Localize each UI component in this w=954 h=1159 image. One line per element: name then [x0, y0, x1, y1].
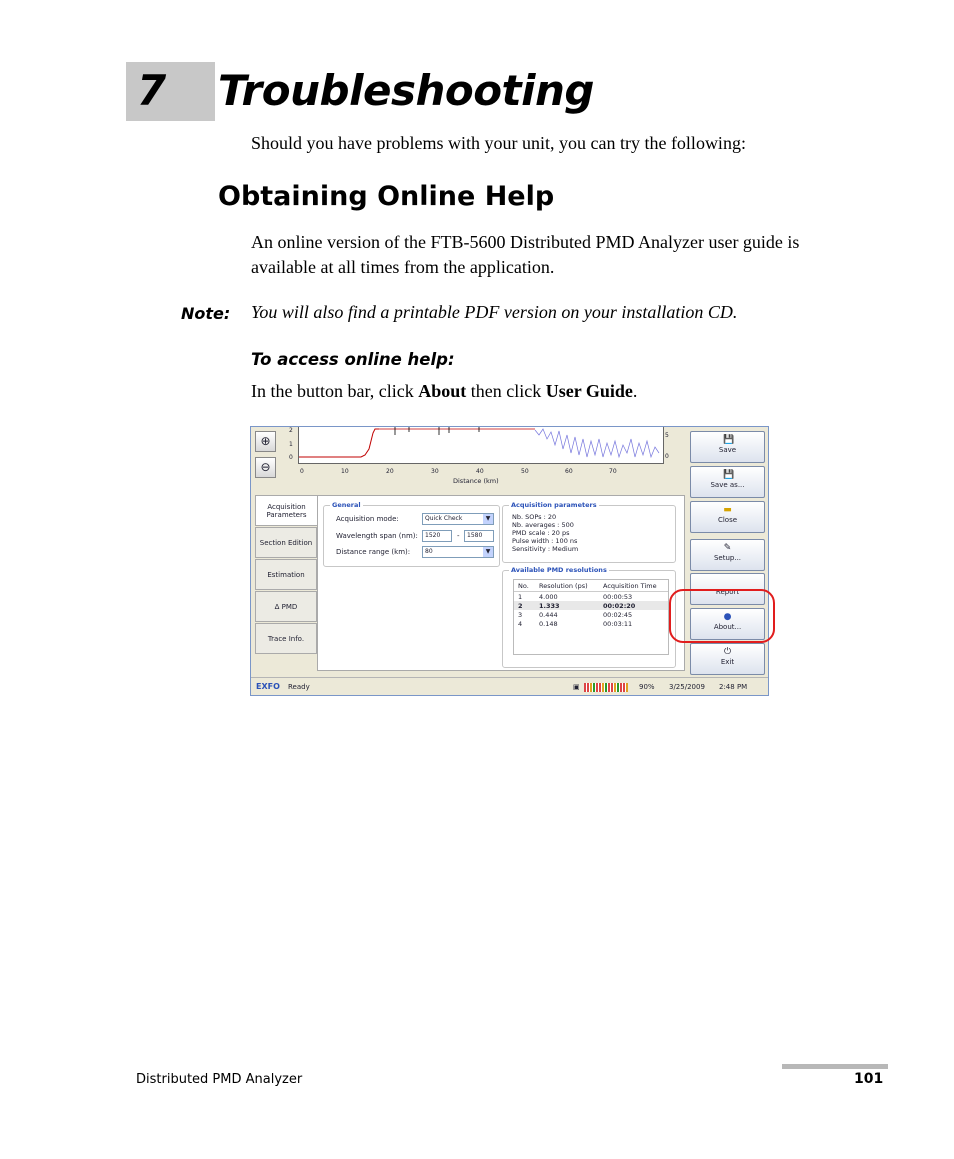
resolutions-table [513, 579, 669, 655]
footer-rule [782, 1064, 888, 1069]
acq-param-line: PMD scale : 20 ps [512, 529, 570, 537]
chevron-down-icon: ▼ [483, 547, 493, 557]
acq-param-line: Nb. SOPs : 20 [512, 513, 557, 521]
wavelength-from-input[interactable]: 1520 [422, 530, 452, 542]
graph-x-tick: 60 [565, 468, 573, 475]
wavelength-separator: - [457, 532, 460, 540]
table-cell[interactable]: 1.333 [539, 602, 560, 610]
intro-text: Should you have problems with your unit, you can try the following: [251, 133, 746, 153]
table-row-selected[interactable] [514, 601, 668, 610]
table-cell[interactable]: 2 [518, 602, 523, 610]
cube-icon: ▣ [573, 683, 580, 691]
floppy-icon: 💾 [723, 435, 735, 445]
table-cell[interactable]: 0.148 [539, 620, 558, 628]
acq-param-line: Pulse width : 100 ns [512, 537, 578, 545]
pmd-resolutions-group [502, 566, 676, 668]
graph-right-tick: 0 [665, 453, 669, 460]
trace-graph [298, 427, 664, 464]
table-cell[interactable]: 1 [518, 593, 523, 601]
graph-x-tick: 10 [341, 468, 349, 475]
status-date: 3/25/2009 [669, 683, 705, 691]
section-body-line2: available at all times from the application. [251, 257, 555, 277]
close-button[interactable] [690, 501, 765, 533]
status-text: Ready [288, 683, 310, 691]
table-header: No. [518, 582, 529, 590]
acquisition-mode-select[interactable] [422, 513, 494, 525]
graph-y-tick: 0 [289, 454, 293, 461]
acquisition-mode-label: Acquisition mode: [336, 515, 399, 523]
about-highlight-circle [669, 589, 775, 643]
acq-param-line: Nb. averages : 500 [512, 521, 574, 529]
page-number: 101 [854, 1071, 884, 1087]
setup-button-label: Setup... [713, 554, 742, 562]
table-header: Resolution (ps) [539, 582, 588, 590]
acquisition-panel [317, 495, 685, 671]
step-text: In the button bar, click [251, 381, 419, 401]
table-cell[interactable]: 00:03:11 [603, 620, 633, 628]
general-group [323, 501, 500, 567]
tab-delta-pmd[interactable]: Δ PMD [255, 591, 317, 622]
table-cell[interactable]: 00:02:45 [603, 611, 633, 619]
zoom-out-icon[interactable]: ⊖ [255, 457, 276, 478]
report-icon [723, 578, 732, 587]
help-icon: ● [723, 612, 732, 622]
graph-x-tick: 0 [300, 468, 304, 475]
floppy-icon: 💾 [723, 470, 735, 480]
graph-x-tick: 30 [431, 468, 439, 475]
footer-title: Distributed PMD Analyzer [136, 1072, 303, 1087]
table-cell[interactable]: 4.000 [539, 593, 558, 601]
tab-trace-info[interactable]: Trace Info. [255, 623, 317, 654]
section-heading: Obtaining Online Help [218, 181, 555, 212]
chapter-title: Troubleshooting [218, 66, 594, 115]
graph-x-tick: 70 [609, 468, 617, 475]
graph-x-tick: 20 [386, 468, 394, 475]
step-about-bold: About [418, 381, 467, 401]
exit-button[interactable] [690, 643, 765, 675]
status-time: 2:48 PM [719, 683, 748, 691]
wavelength-to-input[interactable]: 1580 [464, 530, 494, 542]
table-cell[interactable]: 00:00:53 [603, 593, 633, 601]
graph-y-tick: 2 [289, 427, 293, 434]
tab-section-edition[interactable]: Section Edition [255, 527, 317, 558]
graph-right-tick: 5 [665, 432, 669, 439]
procedure-step [251, 379, 637, 404]
distance-range-label: Distance range (km): [336, 548, 411, 556]
graph-y-tick: 1 [289, 441, 293, 448]
procedure-title: To access online help: [251, 350, 455, 369]
save-button-label: Save [718, 446, 737, 454]
acquisition-parameters-group [502, 501, 676, 563]
graph-x-tick: 50 [521, 468, 529, 475]
table-cell[interactable]: 3 [518, 611, 523, 619]
save-as-button-label: Save as... [710, 481, 745, 489]
acquisition-mode-value: Quick Check [425, 515, 463, 522]
zoom-in-icon[interactable]: ⊕ [255, 431, 276, 452]
power-icon: ⏻ [723, 647, 732, 657]
table-cell[interactable]: 4 [518, 620, 523, 628]
setup-button[interactable] [690, 539, 765, 571]
chevron-down-icon: ▼ [483, 514, 493, 524]
graph-x-tick: 40 [476, 468, 484, 475]
distance-range-select[interactable] [422, 546, 494, 558]
wavelength-span-label: Wavelength span (nm): [336, 532, 418, 540]
status-bar [251, 677, 768, 696]
chapter-number: 7 [137, 66, 167, 115]
save-button[interactable] [690, 431, 765, 463]
acquisition-parameters-title: Acquisition parameters [511, 501, 597, 509]
distance-range-value: 80 [425, 548, 433, 555]
tab-estimation[interactable]: Estimation [255, 559, 317, 590]
table-cell[interactable]: 00:02:20 [603, 602, 636, 610]
graph-x-label: Distance (km) [453, 477, 499, 485]
general-group-title: General [332, 501, 361, 509]
step-user-guide-bold: User Guide [545, 381, 633, 401]
brand-logo: EXFO [256, 682, 280, 691]
battery-level-icon [584, 683, 628, 692]
acq-param-line: Sensitivity : Medium [512, 545, 579, 553]
save-as-button[interactable] [690, 466, 765, 498]
note-text: You will also find a printable PDF version on your installation CD. [251, 302, 738, 322]
folder-icon: ▬ [723, 505, 732, 515]
table-header: Acquisition Time [603, 582, 657, 590]
table-cell[interactable]: 0.444 [539, 611, 558, 619]
step-text: . [632, 381, 638, 401]
section-body-line1: An online version of the FTB-5600 Distributed PMD Analyzer user guide is [251, 232, 800, 252]
tab-acquisition-parameters[interactable]: Acquisition Parameters [255, 495, 317, 526]
exit-button-label: Exit [720, 658, 735, 666]
close-button-label: Close [717, 516, 738, 524]
battery-percent: 90% [639, 683, 655, 691]
about-button-label: About... [713, 623, 742, 631]
app-screenshot [250, 426, 769, 696]
trace-plot [299, 427, 663, 463]
note-label: Note: [181, 304, 231, 323]
pmd-resolutions-title: Available PMD resolutions [511, 566, 607, 574]
step-text: then click [466, 381, 546, 401]
setup-icon: ✎ [723, 543, 732, 553]
report-button-label: Report [715, 588, 740, 596]
